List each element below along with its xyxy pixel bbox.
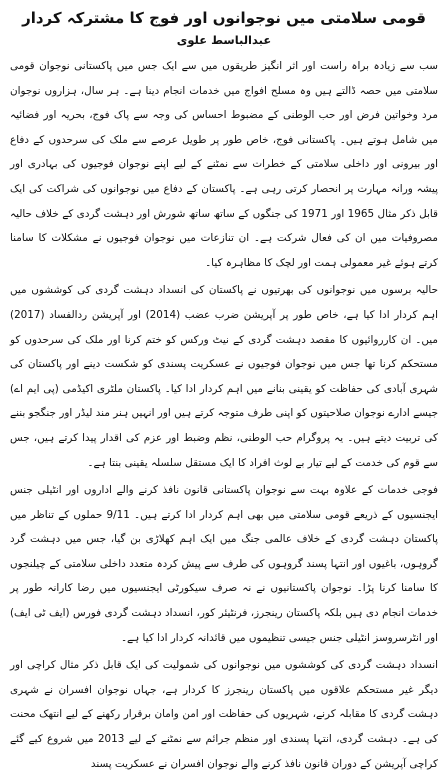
- article-paragraph: فوجی خدمات کے علاوہ بہت سے نوجوان پاکستانی قانون نافذ کرنے والے اداروں اور انٹیلی جنس ایجنسیوں کے ذریعے قومی سلامتی میں بھی اہم کردار ادا کرتے ہیں۔ 9/11 حملوں کے تناظر میں پاکستان دہشت گردی کے خلاف عالمی جنگ میں ایک اہم کھلاڑی بن گیا، جس میں دہشت گرد گروہوں، باغیوں اور انتہا پسند گروہوں کی طرف سے پیش کردہ متعدد داخلی سلامتی کے چیلنجوں کا سامنا کرنا پڑا۔ نوجوان پاکستانیوں نے نہ صرف سیکورٹی ایجنسیوں میں رضا کارانہ طور پر خدمات انجام دی ہیں بلکہ پاکستان رینجرز، فرنٹیئر کور، انسداد دہشت گردی فورس (ایف ٹی ایف) اور انٹرسروسز انٹیلی جنس جیسی تنظیموں میں قائدانہ کردار ادا کیا ہے۔: [10, 484, 438, 644]
- article-paragraph: انسداد دہشت گردی کی کوششوں میں نوجوانوں کی شمولیت کی ایک قابل ذکر مثال کراچی اور دیگر غیر مستحکم علاقوں میں پاکستان رینجرز کا کردار ہے، جہاں نوجوان افسران نے شہری دہشت گردی کا مقابلہ کرنے، شہریوں کی حفاظت اور امن وامان برقرار رکھنے کے لیے انتھک محنت کی ہے۔ دہشت گردی، انتہا پسندی اور منظم جرائم سے نمٹنے کے لیے 2013 میں شروع کیے گئے کراچی آپریشن کے دوران قانون نافذ کرنے والے نوجوان افسران نے عسکریت پسند: [10, 659, 438, 770]
- article-paragraph: سب سے زیادہ براہ راست اور اثر انگیز طریقوں میں سے ایک جس میں پاکستانی نوجوان قومی سلامتی میں حصہ ڈالتے ہیں وہ مسلح افواج میں خدمات انجام دینا ہے۔ ہر سال، ہزاروں نوجوان مرد وخواتین فرض اور حب الوطنی کے مضبوط احساس کی وجہ سے پاک فوج، بحریہ اور فضائیہ میں شامل ہوتے ہیں۔ پاکستانی فوج، خاص طور پر طویل عرصے سے ملک کی سرحدوں کے دفاع اور بیرونی اور داخلی سلامتی کے خطرات سے نمٹنے کے لیے اپنے نوجوان فوجیوں کی بہادری اور پیشہ ورانہ مہارت پر انحصار کرتی رہی ہے۔ پاکستان کے دفاع میں نوجوانوں کی شراکت کی ایک قابل ذکر مثال 1965 اور 1971 کی جنگوں کے ساتھ ساتھ شورش اور دہشت گردی کے خلاف حالیہ مصروفیات میں ان کی فعال شرکت ہے۔ ان تنازعات میں نوجوان فوجیوں نے مشکلات کا سامنا کرتے ہوئے غیر معمولی ہمت اور لچک کا مظاہرہ کیا۔: [10, 60, 438, 269]
- article-paragraph: حالیہ برسوں میں نوجوانوں کی بھرتیوں نے پاکستان کی انسداد دہشت گردی کی کوششوں میں اہم کردار ادا کیا ہے، خاص طور پر آپریشن ضرب عضب (2014) اور آپریشن ردالفساد (2017) میں۔ ان کارروائیوں کا مقصد دہشت گردی کے نیٹ ورکس کو ختم کرنا اور ملک کی سرحدوں کو مستحکم کرنا تھا جس میں نوجوان فوجیوں نے عسکریت پسندی کو شکست دینے اور پاکستان کی شہری آبادی کی حفاظت کو یقینی بنانے میں اہم کردار ادا کیا۔ پاکستان ملٹری اکیڈمی (پی ایم اے) جیسے ادارے نوجوان صلاحیتوں کو اپنی طرف متوجہ کرتے ہیں اور انہیں ہنر مند لیڈر اور جنگجو بننے کی تربیت دیتے ہیں۔ یہ پروگرام حب الوطنی، نظم وضبط اور عزم کی اقدار پیدا کرتے ہیں، جس سے قوم کی خدمت کے لیے تیار بے لوث افراد کا ایک مستقل سلسلہ یقینی بنتا ہے۔: [10, 284, 438, 469]
- article-author: عبدالباسط علوی: [176, 33, 272, 47]
- article-title: قومی سلامتی میں نوجوانوں اور فوج کا مشترکہ کردار: [22, 9, 426, 27]
